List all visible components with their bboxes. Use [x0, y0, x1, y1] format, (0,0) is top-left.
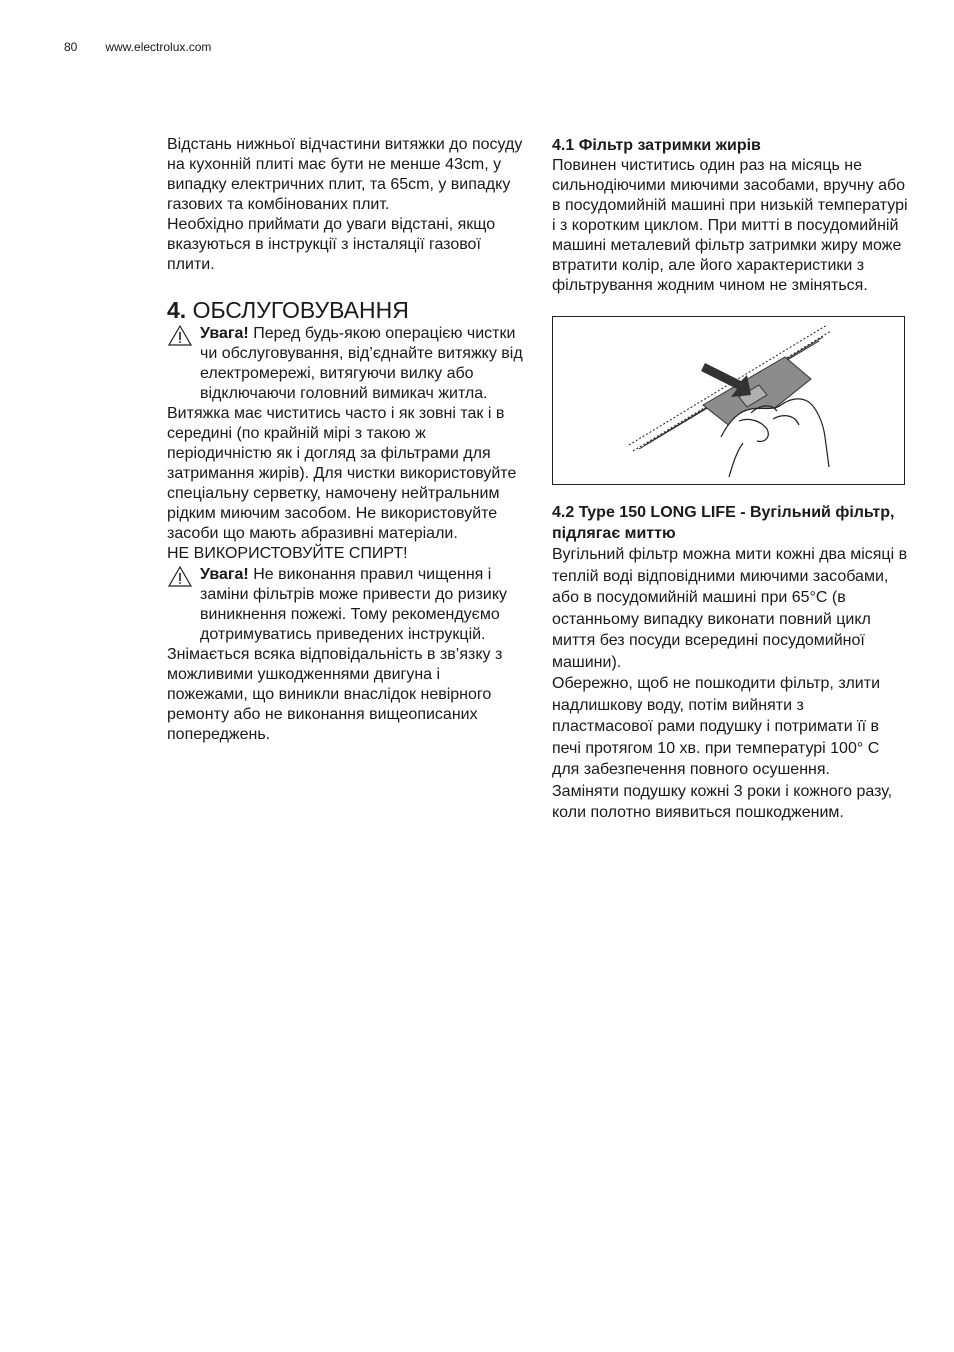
page-header — [64, 40, 211, 54]
warning-triangle-icon — [168, 566, 192, 587]
warning-label: Увага! — [200, 325, 249, 342]
grease-filter-text: Повинен чиститись один раз на місяць не сильнодіючими миючими засобами, вручну або в посудомийній машині при низькій температурі і з коротким циклом. При митті в посудомийній машині металевий фільтр затримки жиру може втратити колір, але його характеристики з фільтрування жодним чином не зміняться. — [552, 157, 908, 294]
section-number: 4. — [167, 297, 187, 323]
filter-removal-illustration — [552, 316, 905, 485]
warning-block-1 — [167, 324, 523, 404]
section-title: ОБСЛУГОВУВАННЯ — [192, 297, 409, 323]
warning-block-2 — [167, 565, 523, 645]
filter-illustration-svg — [553, 317, 904, 484]
warning-label: Увага! — [200, 566, 249, 583]
carbon-filter-text-3: Заміняти подушку кожні 3 роки і кожного разу, коли полотно виявиться пошкодженим. — [552, 782, 893, 821]
intro-paragraph-2: Необхідно приймати до уваги відстані, якщо вказуються в інструкції з інсталяції газової плити. — [167, 216, 496, 273]
subsection-title-carbon-filter: 4.2 Type 150 LONG LIFE - Вугільний фільтр, підлягає миттю — [552, 504, 895, 542]
subsection-title-grease-filter: 4.1 Фільтр затримки жирів — [552, 137, 761, 154]
page-number: 80 — [64, 40, 78, 54]
no-alcohol-notice: НЕ ВИКОРИСТОВУЙТЕ СПИРТ! — [167, 545, 408, 562]
carbon-filter-text-2: Обережно, щоб не пошкодити фільтр, злити надлишкову воду, потім вийняти з пластмасової рами подушку і потримати її в печі протягом 10 хв. при температурі 100° C для забезпечення повного осушення. — [552, 675, 881, 778]
warning-text: Перед будь-якою операцією чистки чи обслуговування, від’єднайте витяжку від електромережі, витягуючи вилку або відключаючи головний вимикач житла. — [200, 325, 523, 402]
right-column — [552, 135, 908, 824]
cleaning-paragraph: Витяжка має чиститись часто і як зовні так і в середині (по крайній мірі з такою ж періодичністю як і догляд за фільтрами для затримання жирів). Для чистки використовуйте спеціальну серветку, намочену нейтральним рідким миючим засобом. Не використовуйте засоби що мають абразивні матеріали. — [167, 405, 517, 542]
left-column — [167, 135, 523, 745]
carbon-filter-text-1: Вугільний фільтр можна мити кожні два місяці в теплій воді відповідними миючими засобами, або в посудомийній машині при 65°C (в останньому випадку виконати повний цикл миття без посуди всередині посудомийної машини). — [552, 546, 908, 671]
warning-triangle-icon — [168, 325, 192, 346]
intro-paragraph-1: Відстань нижньої відчастини витяжки до посуду на кухонній плиті має бути не менше 43cm, у випадку електричних плит, та 65cm, у випадку газових та комбінованих плит. — [167, 136, 523, 213]
warning-text: Не виконання правил чищення і заміни фільтрів може привести до ризику виникнення пожежі. Тому рекомендуємо дотримуватись приведених інструкцій. — [200, 566, 508, 643]
website-url[interactable]: www.electrolux.com — [105, 40, 212, 54]
liability-paragraph: Знімається всяка відповідальність в зв’язку з можливими ушкодженнями двигуна і пожежами, що виникли внаслідок невірного ремонту або не виконання вищеописаних попереджень. — [167, 646, 503, 743]
section-heading — [167, 297, 523, 323]
